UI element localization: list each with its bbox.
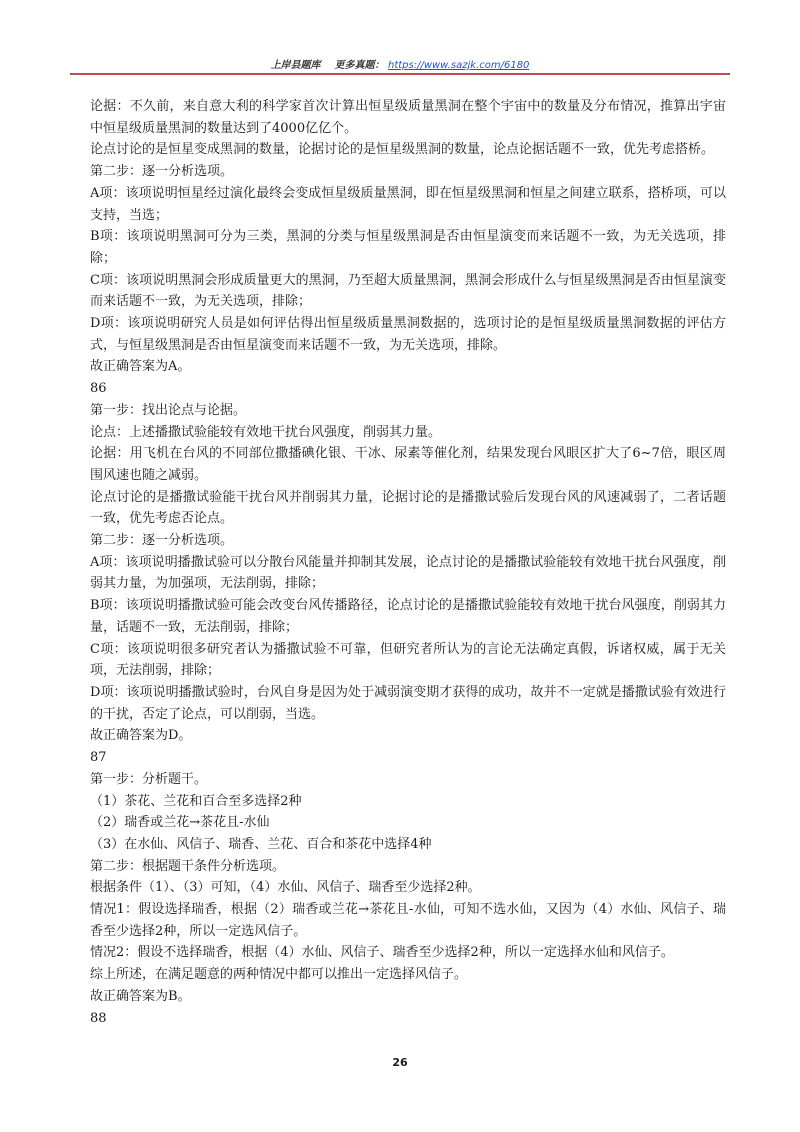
- paragraph: C项：该项说明很多研究者认为播撒试验不可靠，但研究者所认为的言论无法确定真假，诉诸权威，属于无关项，无法削弱，排除；: [90, 641, 726, 679]
- paragraph: 情况2：假设不选择瑞香，根据（4）水仙、风信子、瑞香至少选择2种，所以一定选择水仙和风信子。: [90, 945, 674, 961]
- header-link[interactable]: https://www.sazjk.com/6180: [387, 60, 530, 71]
- paragraph: 第二步：根据题干条件分析选项。: [90, 858, 286, 874]
- paragraph: 情况1：假设选择瑞香，根据（2）瑞香或兰花→茶花且-水仙，可知不选水仙，又因为（4）水仙、风信子、瑞香至少选择2种，所以一定选风信子。: [90, 902, 726, 939]
- condition-item: （2）瑞香或兰花→茶花且-水仙: [90, 815, 270, 831]
- paragraph: D项：该项说明研究人员是如何评估得出恒星级质量黑洞数据的，选项讨论的是恒星级质量黑洞数据的评估方式，与恒星级黑洞是否由恒星演变而来话题不一致，为无关选项，排除。: [90, 316, 726, 353]
- header-more-label: 更多真题：: [334, 60, 385, 71]
- header-divider: [70, 73, 730, 75]
- page-header: [0, 56, 800, 71]
- paragraph: B项：该项说明黑洞可分为三类，黑洞的分类与恒星级黑洞是否由恒星演变而来话题不一致，为无关选项，排除；: [90, 229, 726, 266]
- paragraph: A项：该项说明恒星经过演化最终会变成恒星级质量黑洞，即在恒星级黑洞和恒星之间建立联系，搭桥项，可以支持，当选；: [90, 185, 726, 223]
- condition-item: （3）在水仙、风信子、瑞香、兰花、百合和茶花中选择4种: [90, 836, 432, 852]
- document-body: [90, 96, 726, 1029]
- paragraph: 论点：上述播撒试验能较有效地干扰台风强度，削弱其力量。: [90, 424, 442, 440]
- paragraph: D项：该项说明播撒试验时，台风自身是因为处于减弱演变期才获得的成功，故并不一定就是播撒试验有效进行的干扰，否定了论点，可以削弱，当选。: [90, 684, 726, 722]
- paragraph: 第一步：分析题干。: [90, 771, 208, 787]
- paragraph: 故正确答案为A。: [90, 359, 191, 375]
- paragraph: 第二步：逐一分析选项。: [90, 533, 234, 549]
- paragraph: 故正确答案为B。: [90, 988, 191, 1004]
- paragraph: 综上所述，在满足题意的两种情况中都可以推出一定选择风信子。: [90, 967, 468, 983]
- paragraph: 第一步：找出论点与论据。: [90, 402, 247, 418]
- paragraph: B项：该项说明播撒试验可能会改变台风传播路径，论点讨论的是播撒试验能较有效地干扰台风强度，削弱其力量，话题不一致，无法削弱，排除；: [90, 598, 726, 635]
- paragraph: C项：该项说明黑洞会形成质量更大的黑洞，乃至超大质量黑洞，黑洞会形成什么与恒星级黑洞是否由恒星演变而来话题不一致，为无关选项，排除；: [90, 272, 726, 310]
- paragraph: 论据：用飞机在台风的不同部位撒播碘化银、干冰、尿素等催化剂，结果发现台风眼区扩大了6~7倍，眼区周围风速也随之减弱。: [90, 446, 726, 483]
- paragraph: 论点讨论的是恒星变成黑洞的数量，论据讨论的是恒星级黑洞的数量，论点论据话题不一致，优先考虑搭桥。: [90, 142, 715, 158]
- question-number: 86: [90, 381, 107, 397]
- paragraph: 论点讨论的是播撒试验能干扰台风并削弱其力量，论据讨论的是播撒试验后发现台风的风速减弱了，二者话题一致，优先考虑否论点。: [90, 489, 726, 527]
- question-number: 88: [90, 1010, 107, 1026]
- paragraph: 第二步：逐一分析选项。: [90, 164, 234, 180]
- paragraph: A项：该项说明播撒试验可以分散台风能量并抑制其发展，论点讨论的是播撒试验能较有效地干扰台风强度，削弱其力量，为加强项，无法削弱，排除；: [90, 554, 726, 592]
- question-number: 87: [90, 750, 107, 766]
- header-site-name: 上岸县题库: [270, 60, 321, 71]
- condition-item: （1）茶花、兰花和百合至多选择2种: [90, 793, 302, 809]
- paragraph: 根据条件（1）、（3）可知，（4）水仙、风信子、瑞香至少选择2种。: [90, 880, 481, 896]
- page-number: 26: [392, 1056, 408, 1069]
- paragraph: 故正确答案为D。: [90, 728, 192, 744]
- paragraph: 论据：不久前，来自意大利的科学家首次计算出恒星级质量黑洞在整个宇宙中的数量及分布情况，推算出宇宙中恒星级质量黑洞的数量达到了4000亿亿个。: [90, 99, 726, 136]
